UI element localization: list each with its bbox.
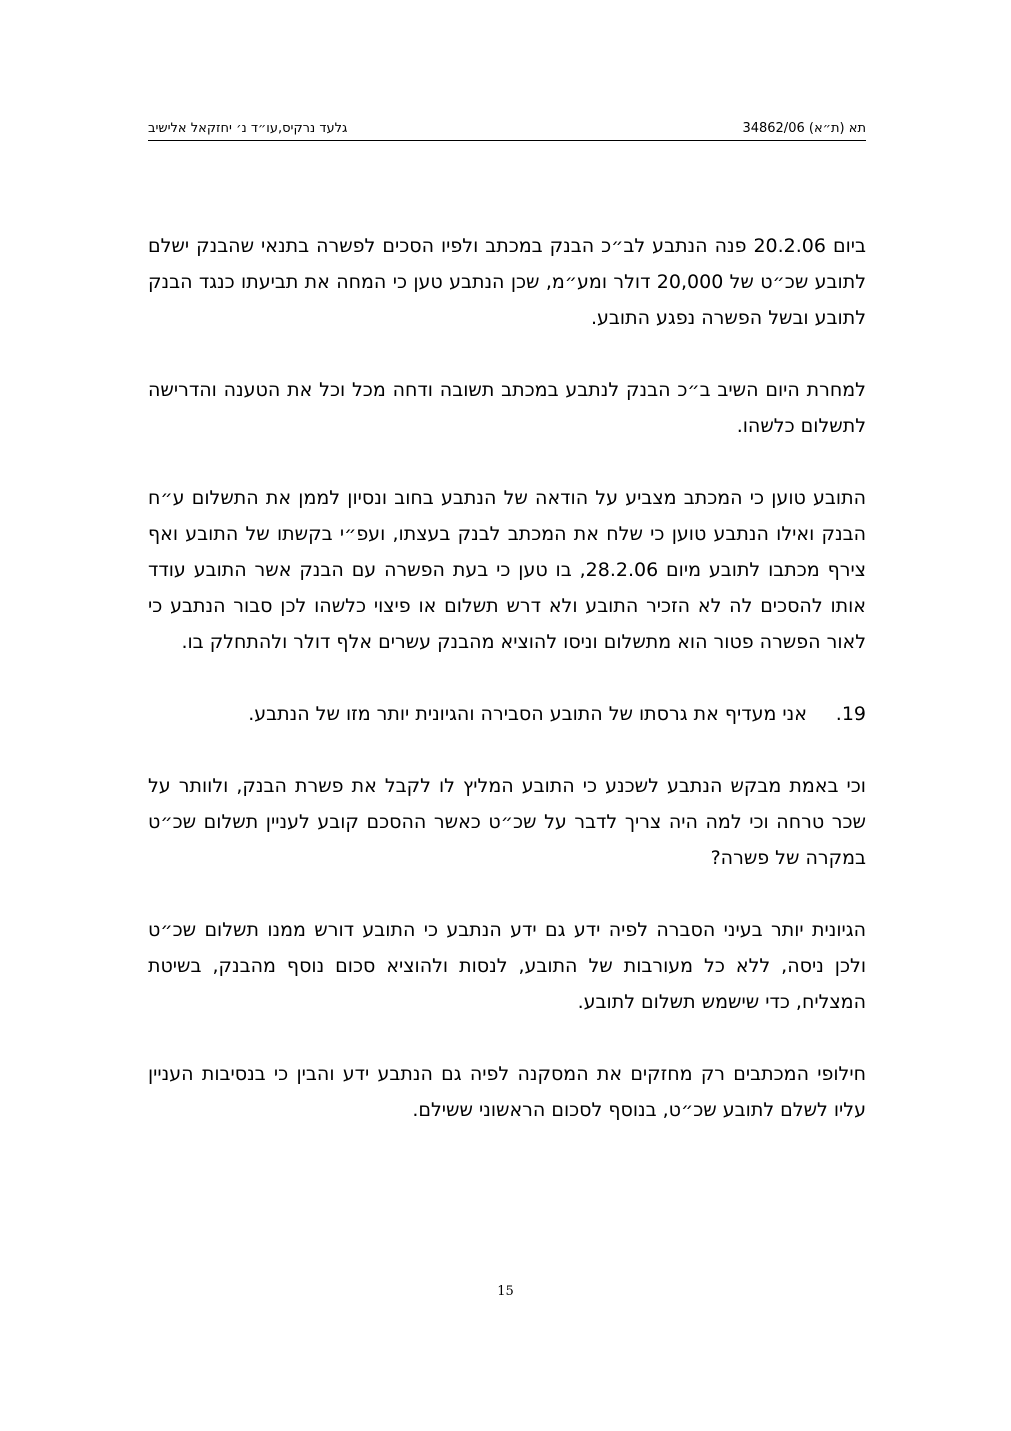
paragraph: ביום 20.2.06 פנה הנתבע לב״כ הבנק במכתב ולפיו הסכים לפשרה בתנאי שהבנק ישלם לתובע שכ״ט של 20,000 דולר ומע״מ, שכן הנתבע טען כי המחה את תביעתו כנגד הבנק לתובע ובשל הפשרה נפגע התובע.	[148, 235, 867, 329]
paragraph: חילופי המכתבים רק מחזקים את המסקנה לפיה גם הנתבע ידע והבין כי בנסיבות העניין עליו לשלם לתובע שכ״ט, בנוסף לסכום הראשוני ששילם.	[148, 1063, 866, 1121]
numbered-paragraph-text: אני מעדיף את גרסתו של התובע הסבירה והגיונית יותר מזו של הנתבע.	[248, 703, 807, 725]
paragraph: הגיונית יותר בעיני הסברה לפיה ידע גם ידע הנתבע כי התובע דורש ממנו תשלום שכ״ט ולכן ניסה, ללא כל מעורבות של התובע, לנסות ולהוציא סכום נוסף מהבנק, בשיטת המצליח, כדי שישמש תשלום לתובע.	[148, 919, 866, 1013]
page-header	[148, 118, 866, 141]
page-number: 15	[497, 1284, 514, 1299]
case-parties: גלעד נרקיס,עו״ד נ׳ יחזקאל אלישיב	[148, 121, 348, 136]
paragraph: למחרת היום השיב ב״כ הבנק לנתבע במכתב תשובה ודחה מכל וכל את הטענה והדרישה לתשלום כלשהו.	[148, 379, 866, 437]
paragraph: התובע טוען כי המכתב מצביע על הודאה של הנתבע בחוב ונסיון לממן את התשלום ע״ח הבנק ואילו הנתבע טוען כי שלח את המכתב לבנק בעצתו, ועפ״י בקשתו של התובע ואף צירף מכתבו לתובע מיום 28.2.06, בו טען כי בעת הפשרה עם הבנק אשר התובע עודד אותו להסכים לה לא הזכיר התובע ולא דרש תשלום או פיצוי כלשהו לכן סבור הנתבע כי לאור הפשרה פטור הוא מתשלום וניסו להוציא מהבנק עשרים אלף דולר ולהתחלק בו.	[148, 487, 866, 653]
numbered-paragraph	[148, 696, 866, 732]
case-number: תא (ת״א) 34862/06	[742, 121, 866, 136]
paragraph: וכי באמת מבקש הנתבע לשכנע כי התובע המליץ לו לקבל את פשרת הבנק, ולוותר על שכר טרחה וכי למה היה צריך לדבר על שכ״ט כאשר ההסכם קובע לעניין תשלום שכ״ט במקרה של פשרה?	[148, 775, 866, 869]
paragraph-number: 19.	[835, 703, 866, 725]
document-body	[148, 228, 866, 1164]
